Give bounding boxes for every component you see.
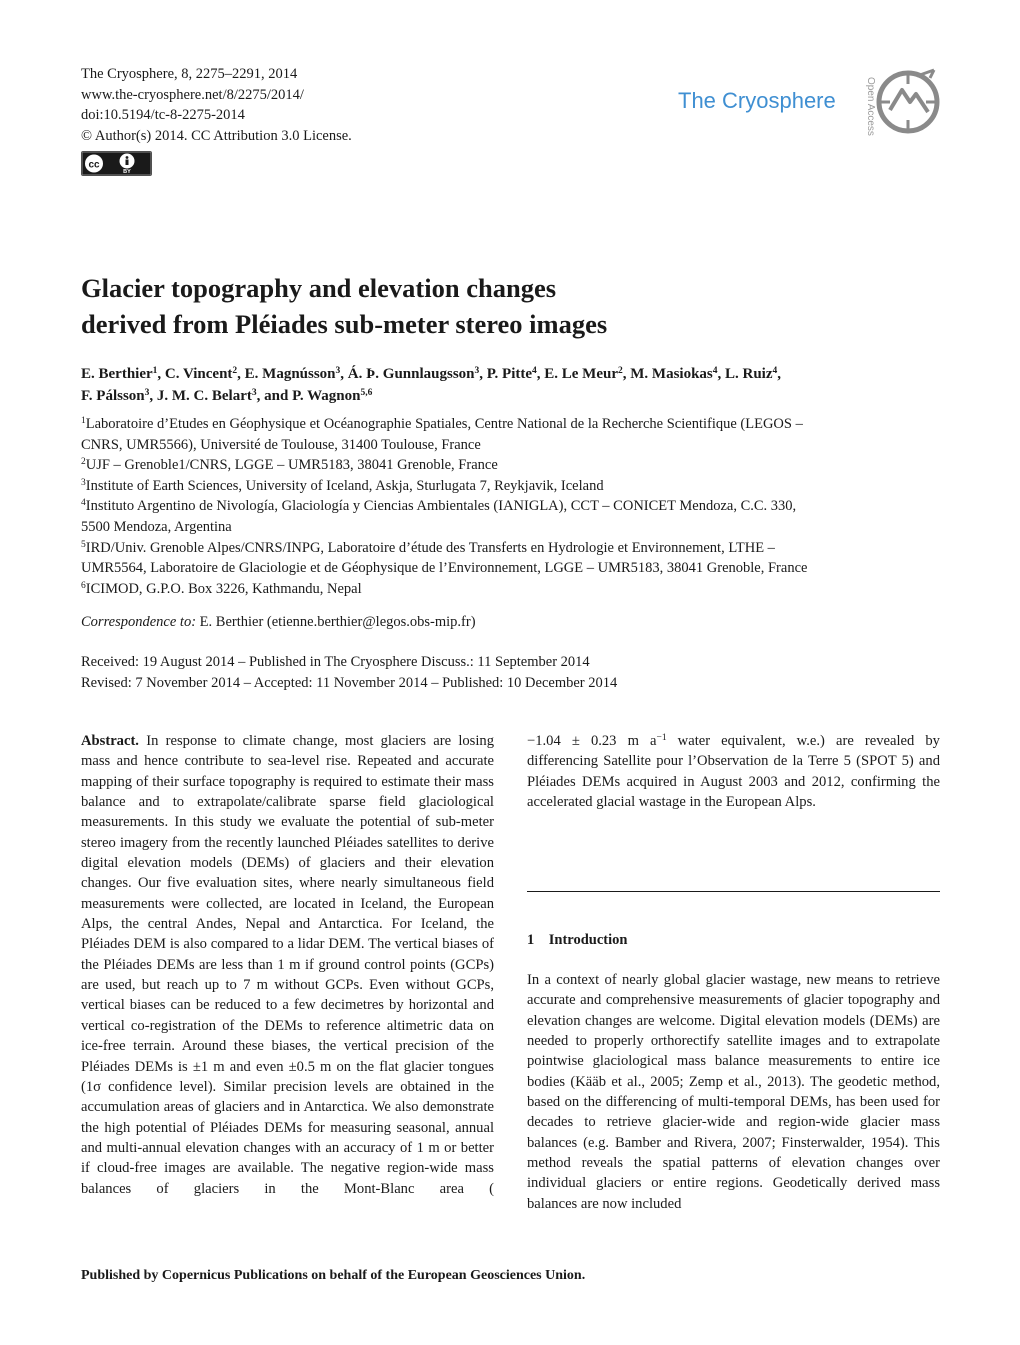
introduction-body: [527, 970, 940, 1214]
affiliation-sup: 1: [81, 416, 86, 426]
author: Á. Þ. Gunnlaugsson: [347, 366, 475, 382]
author-sup: 3: [335, 366, 341, 376]
affiliation-text: UMR5564, Laboratoire de Glaciologie et de Géophysique de l’Environnement, LGGE – UMR5183, 38041 Grenoble, France: [81, 560, 808, 577]
affiliation-text: CNRS, UMR5566), Université de Toulouse, 31400 Toulouse, France: [81, 436, 481, 453]
abstract: [81, 731, 494, 1199]
article-metadata: [81, 64, 352, 146]
section-title: Introduction: [548, 932, 628, 948]
article-title: [81, 270, 801, 342]
author: E. Le Meur: [544, 366, 618, 382]
author-sup: 3: [144, 388, 150, 398]
section-number: 1: [527, 932, 535, 948]
author: F. Pálsson: [81, 388, 145, 404]
author-sep: ,: [536, 366, 545, 382]
affiliation-list: [81, 414, 941, 599]
affiliation-line: [81, 579, 941, 600]
author-sup: 1: [152, 366, 158, 376]
abstract-text: In response to climate change, most glaciers are losing mass and hence contribute to sea-level rise. Repeated and accurate mapping of their surface topography is required to estimate their mass balance and to extrapolate/calibrate sparse field glaciological measurements. In this study we evaluate the potential of sub-meter stereo imagery from the recently launched Pléiades satellites to derive digital elevation models (DEMs) of glaciers and their elevation changes. Our five evaluation sites, where nearly simultaneous field measurements were collected, are located in Iceland, the European Alps, the central Andes, Nepal and Antarctica. For Iceland, the Pléiades DEM is also compared to a lidar DEM. The vertical biases of the Pléiades DEMs are less than 1 m if ground control points (GCPs) are used, but reach up to 7 m without GCPs. Even without GCPs, vertical biases can be reduced to a few decimetres by horizontal and vertical co-registration of the DEMs to reference altimetric data on ice-free terrain. Around these biases, the vertical precision of the Pléiades DEMs is ±1 m and even ±0.5 m on the flat glacier tongues (1σ confidence level). Similar precision levels are obtained in the accumulation areas of glaciers and in Antarctica. We also demonstrate the high potential of Pléiades DEMs for measuring seasonal, annual and multi-annual elevation changes with an accuracy of 1 m or better if cloud-free images are available. The negative region-wide mass balances of glaciers in the Mont-Blanc area (: [81, 733, 494, 1197]
affiliation-sup: 2: [81, 457, 86, 468]
title-line-1: Glacier topography and elevation changes: [81, 273, 557, 303]
affiliation-text: Laboratoire d’Etudes en Géophysique et Océanographie Spatiales, Centre National de la Recherche Scientifique (LEGOS –: [85, 416, 803, 432]
affiliation-sup: 3: [81, 477, 86, 488]
revised-line: Revised: 7 November 2014 – Accepted: 11 November 2014 – Published: 10 December 2014: [81, 674, 618, 691]
abstract-label: Abstract.: [81, 733, 139, 749]
affiliation-text: 5500 Mendoza, Argentina: [81, 518, 232, 535]
affiliation-text: UJF – Grenoble1/CNRS, LGGE – UMR5183, 38041 Grenoble, France: [85, 457, 498, 474]
author-sup: 4: [712, 366, 718, 376]
affiliation-text: Institute of Earth Sciences, University of Iceland, Askja, Sturlugata 7, Reykjavik, Iceland: [85, 477, 604, 494]
cc-by-badge-icon[interactable]: [81, 151, 152, 176]
author-sup: 4: [772, 366, 778, 376]
license-text: © Author(s) 2014. CC Attribution 3.0 License.: [81, 127, 352, 144]
author-list: [81, 363, 941, 407]
mass-balance-value: −1.04 ± 0.23 m a: [527, 733, 657, 749]
author-sep: ,: [237, 366, 245, 382]
open-access-label: Open Access: [865, 76, 876, 136]
author: E. Berthier: [81, 366, 153, 382]
correspondence-contact[interactable]: E. Berthier (etienne.berthier@legos.obs-mip.fr): [199, 614, 476, 630]
svg-text:BY: BY: [123, 169, 131, 175]
publisher-footer: Published by Copernicus Publications on behalf of the European Geosciences Union.: [81, 1268, 586, 1283]
affiliation-line: [81, 476, 941, 497]
author-sup: 3: [251, 388, 257, 398]
affiliation-line: [81, 414, 941, 435]
author-line-2: [81, 385, 941, 407]
received-line: Received: 19 August 2014 – Published in The Cryosphere Discuss.: 11 September 2014: [81, 654, 590, 670]
affiliation-text: ICIMOD, G.P.O. Box 3226, Kathmandu, Nepal: [85, 580, 362, 597]
journal-name: The Cryosphere: [678, 88, 836, 113]
introduction-text: In a context of nearly global glacier wastage, new means to retrieve accurate and comprehensive measurements of glacier topography and elevation changes are welcome. Digital elevation models (DEMs) are needed to properly orthorectify satellite images and to extrapolate pointwise glaciological mass balance measurements to entire ice bodies (Kääb et al., 2005; Zemp et al., 2013). The geodetic method, based on the differencing of multi-temporal DEMs, has been used for decades to retrieve glacier-wide and region-wide glacier mass balances (e.g. Bamber and Rivera, 2007; Finsterwalder, 1954). This method reveals the spatial patterns of elevation changes over individual glaciers or entire regions. Geodetically derived mass balances are now included: [527, 972, 940, 1212]
svg-text:cc: cc: [88, 159, 100, 171]
article-url[interactable]: www.the-cryosphere.net/8/2275/2014/: [81, 86, 304, 103]
affiliation-line: [81, 435, 941, 456]
affiliation-line: [81, 538, 941, 559]
author: M. Masiokas: [630, 366, 713, 382]
correspondence: [81, 614, 476, 631]
publication-dates: [81, 652, 617, 693]
author-sep: ,: [717, 366, 725, 382]
author-sep: ,: [340, 366, 348, 382]
author: P. Wagnon: [292, 388, 361, 404]
affiliation-line: [81, 558, 941, 579]
affiliation-line: [81, 455, 941, 476]
journal-reference: The Cryosphere, 8, 2275–2291, 2014: [81, 66, 298, 82]
author-sup: 2: [232, 366, 238, 376]
author-line-1: [81, 363, 941, 385]
affiliation-text: Instituto Argentino de Nivología, Glaciología y Ciencias Ambientales (IANIGLA), CCT – CONICET Mendoza, C.C. 330,: [85, 498, 797, 515]
affiliation-sup: 6: [81, 580, 86, 591]
author: C. Vincent: [164, 366, 233, 382]
author-sup: 4: [532, 366, 537, 376]
abstract-column-1: [81, 731, 494, 1199]
author: L. Ruiz: [725, 366, 773, 382]
author: P. Pitte: [486, 366, 533, 382]
affiliation-line: [81, 517, 941, 538]
abstract-text-end: water equivalent, w.e.) are revealed by differencing Satellite pour l’Observation de la Terre 5 (SPOT 5) and Pléiades DEMs acquired in August 2003 and 2012, confirming the accelerated glacial wastage in the European Alps.: [527, 733, 940, 811]
author-sep: ,: [777, 366, 782, 382]
title-line-2: derived from Pléiades sub-meter stereo images: [81, 309, 608, 339]
author-sep: ,: [149, 388, 157, 404]
mass-balance-exponent: −1: [656, 733, 667, 743]
affiliation-text: IRD/Univ. Grenoble Alpes/CNRS/INPG, Laboratoire d’étude des Transferts en Hydrologie et Environnement, LTHE –: [85, 539, 775, 556]
affiliation-sup: 5: [81, 539, 86, 550]
author-sep: ,: [622, 366, 631, 382]
author-sep: ,: [157, 366, 165, 382]
section-divider: [527, 891, 940, 892]
affiliation-line: [81, 496, 941, 517]
cryosphere-logo-icon: [872, 66, 944, 138]
author-sep: , and: [256, 388, 293, 404]
abstract-continuation: [527, 731, 940, 812]
correspondence-label: Correspondence to:: [81, 614, 197, 630]
article-doi[interactable]: doi:10.5194/tc-8-2275-2014: [81, 107, 245, 123]
author-sep: ,: [479, 366, 487, 382]
affiliation-sup: 4: [81, 498, 86, 509]
abstract-column-2: [527, 731, 940, 812]
author: E. Magnússon: [244, 366, 336, 382]
author-sup: 3: [474, 366, 480, 376]
author-sup: 5,6: [360, 388, 373, 398]
author-sup: 2: [618, 366, 623, 376]
author: J. M. C. Belart: [156, 388, 252, 404]
section-heading: [527, 932, 627, 949]
